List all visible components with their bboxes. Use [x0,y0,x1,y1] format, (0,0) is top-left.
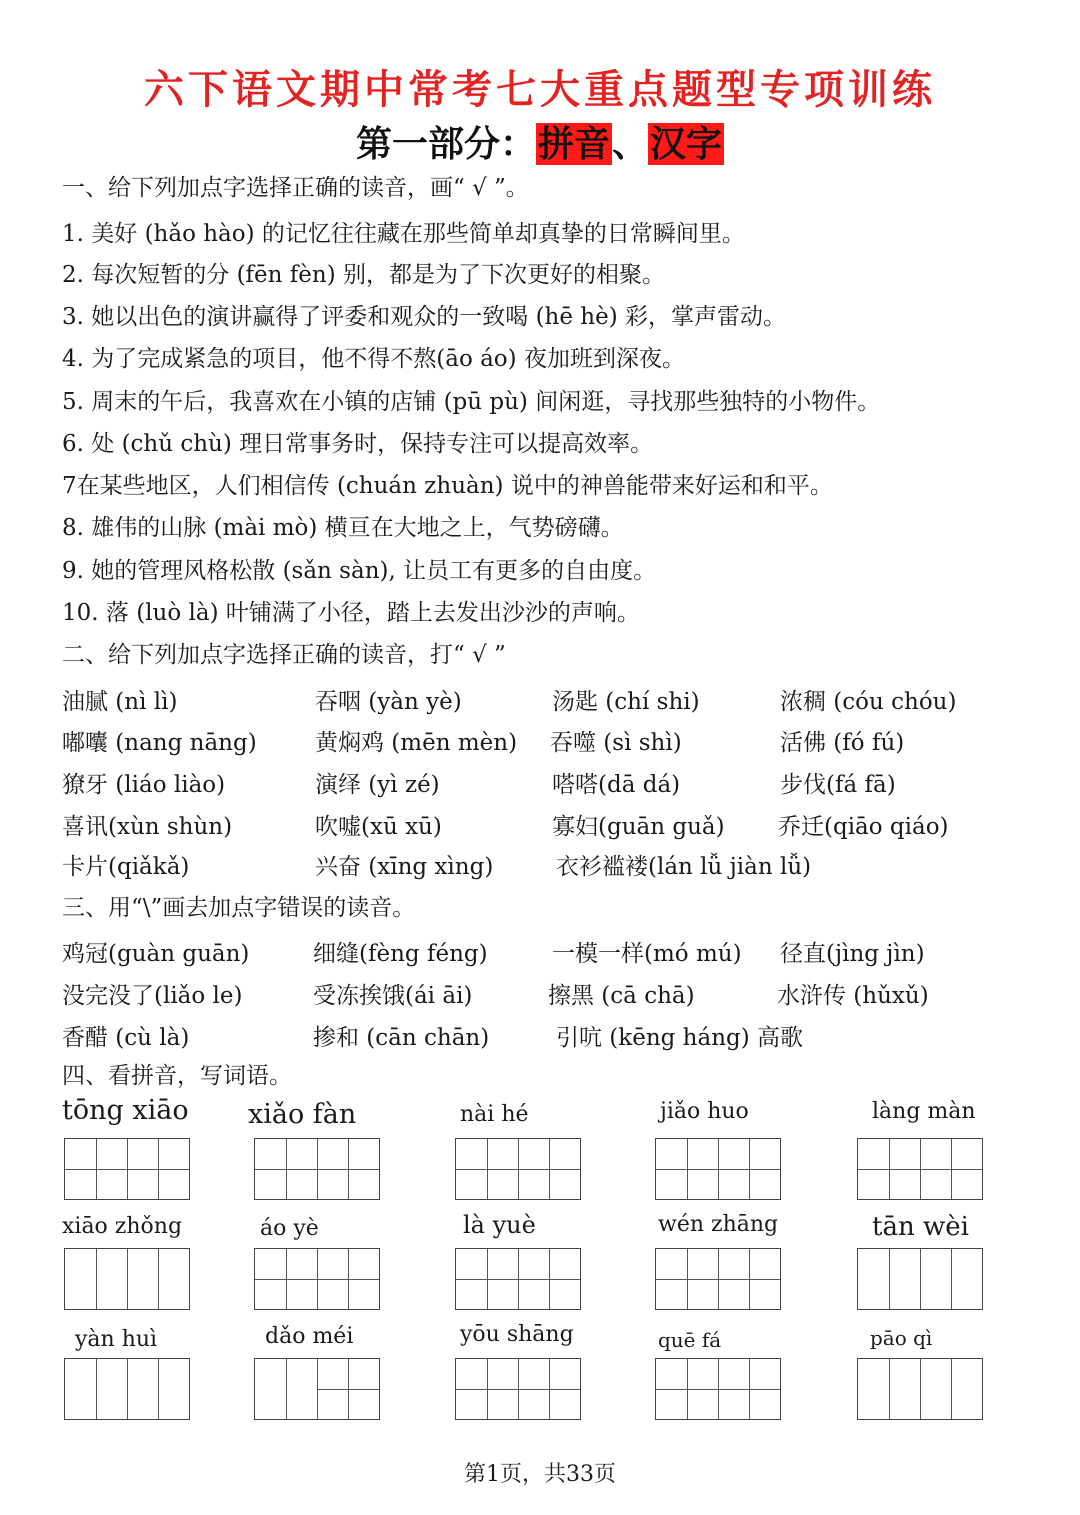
tianzige-box[interactable] [64,1248,190,1310]
s2-item: 卡片(qiǎkǎ) [62,854,190,880]
pinyin-label: áo yè [260,1216,319,1241]
section1-heading: 一、给下列加点字选择正确的读音，画“ √ ”。 [62,175,529,201]
s3-item: 擦黑 (cā chā) [548,983,695,1009]
q10-line: 10. 落 (luò là) 叶铺满了小径，踏上去发出沙沙的声响。 [62,600,640,626]
tianzige-box[interactable] [64,1138,190,1200]
tianzige-box[interactable] [455,1138,581,1200]
q7-line: 7在某些地区，人们相信传 (chuán zhuàn) 说中的神兽能带来好运和和平。 [62,473,833,499]
part-subtitle [0,118,1080,170]
pinyin-label: jiǎo huo [660,1099,749,1124]
s3-item: 水浒传 (hǔxǔ) [777,983,929,1009]
s2-item: 黄焖鸡 (mēn mèn) [315,730,518,756]
section4-heading: 四、看拼音，写词语。 [62,1063,292,1089]
s3-item: 没完没了(liǎo le) [62,983,243,1009]
q1-line: 1. 美好 (hǎo hào) 的记忆往往藏在那些简单却真挚的日常瞬间里。 [62,221,745,247]
subtitle-prefix: 第一部分： [355,123,536,165]
s2-item: 步伐(fá fā) [780,772,896,798]
s3-item: 受冻挨饿(ái āi) [313,983,473,1009]
section3-heading: 三、用“\”画去加点字错误的读音。 [62,895,416,921]
pinyin-label: tān wèi [872,1212,969,1242]
page-footer: 第1页，共33页 [464,1462,616,1487]
s2-item: 活佛 (fó fú) [780,730,905,756]
s2-item: 獠牙 (liáo liào) [62,772,226,798]
tianzige-box[interactable] [64,1358,190,1420]
s3-item: 掺和 (cān chān) [313,1025,490,1051]
s2-item: 油腻 (nì lì) [62,689,178,715]
s3-item: 细缝(fèng féng) [313,941,488,967]
pinyin-label: nài hé [460,1102,529,1127]
pinyin-label: dǎo méi [265,1324,354,1349]
page-title: 六下语文期中常考七大重点题型专项训练 [144,66,936,113]
tianzige-box[interactable] [455,1248,581,1310]
tianzige-box[interactable] [655,1248,781,1310]
subtitle-highlight-pinyin: 拼音 [537,123,610,165]
s2-item: 吞噬 (sì shì) [550,730,682,756]
tianzige-box[interactable] [254,1138,380,1200]
s3-item: 径直(jìng jìn) [780,941,925,967]
pinyin-label: tōng xiāo [62,1095,189,1126]
s2-item: 吞咽 (yàn yè) [315,689,462,715]
q6-line: 6. 处 (chǔ chù) 理日常事务时，保持专注可以提高效率。 [62,431,654,457]
s3-item: 香醋 (cù là) [62,1025,190,1051]
q4-line: 4. 为了完成紧急的项目，他不得不熬(āo áo) 夜加班到深夜。 [62,346,685,372]
s2-item: 衣衫褴褛(lán lǚ jiàn lǚ) [556,854,812,880]
s2-item: 乔迁(qiāo qiáo) [778,814,949,840]
section2-heading: 二、给下列加点字选择正确的读音，打“ √ ” [62,642,506,668]
tianzige-box[interactable] [857,1248,983,1310]
q2-line: 2. 每次短暂的分 (fēn fèn) 别，都是为了下次更好的相聚。 [62,262,666,288]
s2-item: 喜讯(xùn shùn) [62,814,233,840]
tianzige-box[interactable] [655,1138,781,1200]
subtitle-separator: 、 [612,123,649,165]
tianzige-box[interactable] [655,1358,781,1420]
subtitle-highlight-hanzi: 汉字 [650,123,723,165]
q8-line: 8. 雄伟的山脉 (mài mò) 横亘在大地之上，气势磅礴。 [62,515,624,541]
s2-item: 浓稠 (cóu chóu) [780,689,957,715]
q9-line: 9. 她的管理风格松散 (sǎn sàn), 让员工有更多的自由度。 [62,558,657,584]
pinyin-label: làng màn [872,1099,976,1124]
pinyin-label: pāo qì [870,1326,933,1350]
s3-item: 鸡冠(guàn guān) [62,941,250,967]
s2-item: 兴奋 (xīng xìng) [315,854,494,880]
tianzige-box[interactable] [455,1358,581,1420]
pinyin-label: yàn huì [75,1327,158,1352]
tianzige-box[interactable] [857,1138,983,1200]
s2-item: 演绎 (yì zé) [315,772,440,798]
pinyin-label: là yuè [463,1211,536,1239]
pinyin-label: wén zhāng [658,1212,779,1237]
q3-line: 3. 她以出色的演讲赢得了评委和观众的一致喝 (hē hè) 彩，掌声雷动。 [62,304,786,330]
s3-item: 一模一样(mó mú) [552,941,742,967]
pinyin-label: quē fá [658,1328,722,1352]
tianzige-box[interactable] [254,1248,380,1310]
pinyin-label: xiǎo fàn [248,1099,357,1130]
q5-line: 5. 周末的午后，我喜欢在小镇的店铺 (pū pù) 间闲逛，寻找那些独特的小物件。 [62,389,881,415]
pinyin-label: xiāo zhǒng [62,1214,183,1239]
s2-item: 吹嘘(xū xū) [315,814,442,840]
tianzige-box[interactable] [254,1358,380,1420]
s2-item: 嘟囔 (nang nāng) [62,730,257,756]
s3-item: 引吭 (kēng háng) 高歌 [556,1025,804,1051]
tianzige-box[interactable] [857,1358,983,1420]
pinyin-label: yōu shāng [460,1322,574,1347]
s2-item: 嗒嗒(dā dá) [552,772,681,798]
s2-item: 汤匙 (chí shi) [552,689,700,715]
s2-item: 寡妇(guān guǎ) [552,814,725,840]
